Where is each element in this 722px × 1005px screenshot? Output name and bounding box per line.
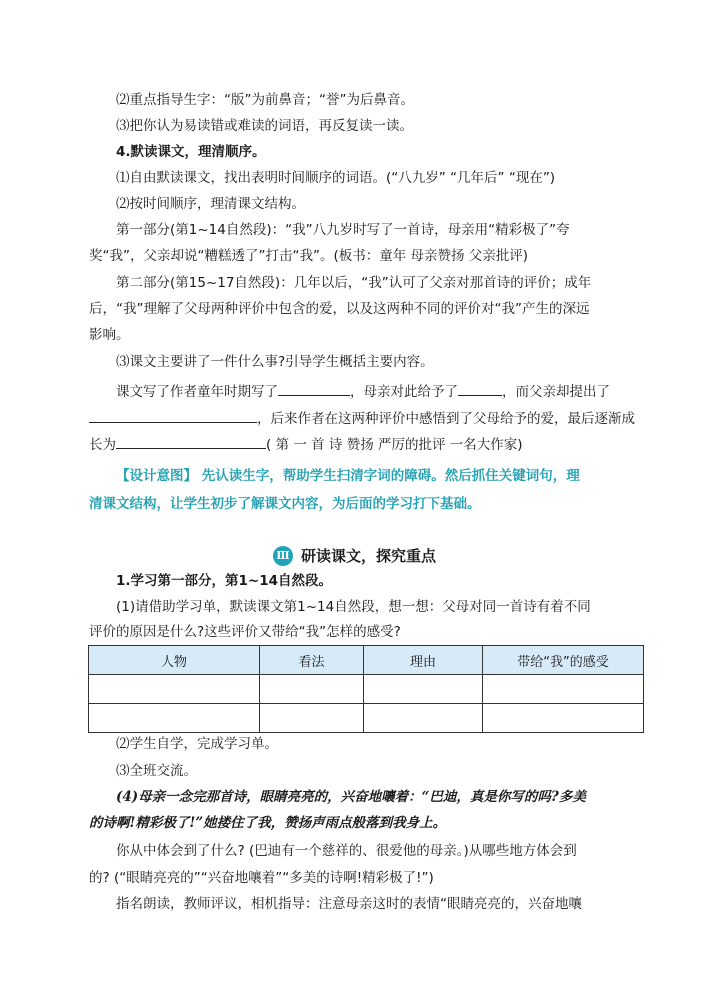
para-time-words: ⑴自由默读课文，找出表明时间顺序的词语。(“八九岁” “几年后” “现在”) — [116, 170, 556, 186]
section-heading — [273, 545, 436, 566]
fill-blank-line-2: ，后来作者在这两种评价中感悟到了父母给予的爱，最后逐渐成 — [89, 408, 635, 429]
table-cell[interactable] — [483, 704, 644, 733]
para-insight-a: 你从中体会到了什么? (巴迪有一个慈祥的、很爱他的母亲。)从哪些地方体会到 — [116, 843, 577, 859]
table-cell[interactable] — [260, 675, 364, 704]
quote-mother-b: 的诗啊!精彩极了!”她搂住了我，赞扬声雨点般落到我身上。 — [89, 815, 447, 831]
table-cell[interactable] — [89, 704, 260, 733]
col-header-view: 看法 — [260, 646, 364, 675]
table-row — [89, 704, 644, 733]
blank-2[interactable] — [458, 381, 502, 396]
para-part2-b: 后，“我”理解了父母两种评价中包含的爱，以及这两种不同的评价对“我”产生的深远 — [89, 301, 590, 317]
table-header-row — [89, 646, 644, 675]
para-part1-b: 奖“我”，父亲却说“糟糕透了”打击“我”。(板书：童年 母亲赞扬 父亲批评) — [89, 248, 529, 264]
fill-blank-line-3: 长为 ( 第 一 首 诗 赞扬 严厉的批评 一名大作家) — [89, 434, 523, 455]
para-reread: ⑶把你认为易读错或难读的词语，再反复读一读。 — [116, 118, 413, 134]
col-header-reason: 理由 — [364, 646, 483, 675]
para-insight-b: 的? (“眼睛亮亮的”“兴奋地嚷着”“多美的诗啊!精彩极了!”) — [89, 870, 434, 886]
blank-1[interactable] — [278, 381, 350, 396]
para-part2-c: 影响。 — [89, 327, 130, 343]
para-study-sheet-a: (1)请借助学习单，默读课文第1~14自然段，想一想：父母对同一首诗有着不同 — [116, 599, 591, 615]
para-part2-a: 第二部分(第15~17自然段)：几年以后，“我”认可了父亲对那首诗的评价；成年 — [116, 275, 592, 291]
fill-blank-line-1: 课文写了作者童年时期写了 ，母亲对此给予了 ，而父亲却提出了 — [116, 381, 610, 402]
design-intent-a: 【设计意图】 先认读生字，帮助学生扫清字词的障碍。然后抓住关键词句，理 — [116, 468, 580, 484]
blank-4[interactable] — [116, 434, 266, 449]
section-title: 研读课文，探究重点 — [301, 547, 437, 565]
table-cell[interactable] — [260, 704, 364, 733]
quote-mother-a: (4)母亲一念完那首诗，眼睛亮亮的，兴奋地嚷着：“巴迪，真是你写的吗?多美 — [116, 789, 586, 805]
table-row — [89, 675, 644, 704]
design-intent-b: 清课文结构，让学生初步了解课文内容，为后面的学习打下基础。 — [89, 496, 481, 512]
section-number-badge: Ⅲ — [273, 546, 293, 566]
table-cell[interactable] — [89, 675, 260, 704]
para-study-sheet-b: 评价的原因是什么?这些评价又带给“我”怎样的感受? — [89, 624, 401, 640]
study-part1-heading: 1.学习第一部分，第1~14自然段。 — [116, 573, 333, 589]
para-pronunciation: ⑵重点指导生字：“版”为前鼻音；“誉”为后鼻音。 — [116, 92, 414, 108]
para-read-aloud: 指名朗读，教师评议，相机指导：注意母亲这时的表情“眼睛亮亮的，兴奋地嚷 — [116, 896, 582, 912]
blank-3[interactable] — [89, 408, 257, 423]
col-header-person: 人物 — [89, 646, 260, 675]
col-header-feeling: 带给“我”的感受 — [483, 646, 644, 675]
table-cell[interactable] — [483, 675, 644, 704]
para-self-study: ⑵学生自学，完成学习单。 — [116, 736, 278, 752]
para-class-share: ⑶全班交流。 — [116, 763, 197, 779]
table-cell[interactable] — [364, 704, 483, 733]
para-part1-a: 第一部分(第1~14自然段)：“我”八九岁时写了一首诗，母亲用“精彩极了”夸 — [116, 222, 570, 238]
table-cell[interactable] — [364, 675, 483, 704]
step-heading-4: 4.默读课文，理清顺序。 — [116, 144, 266, 160]
para-main-idea: ⑶课文主要讲了一件什么事?引导学生概括主要内容。 — [116, 354, 434, 370]
study-sheet-table — [88, 645, 644, 733]
para-structure: ⑵按时间顺序，理清课文结构。 — [116, 196, 305, 212]
